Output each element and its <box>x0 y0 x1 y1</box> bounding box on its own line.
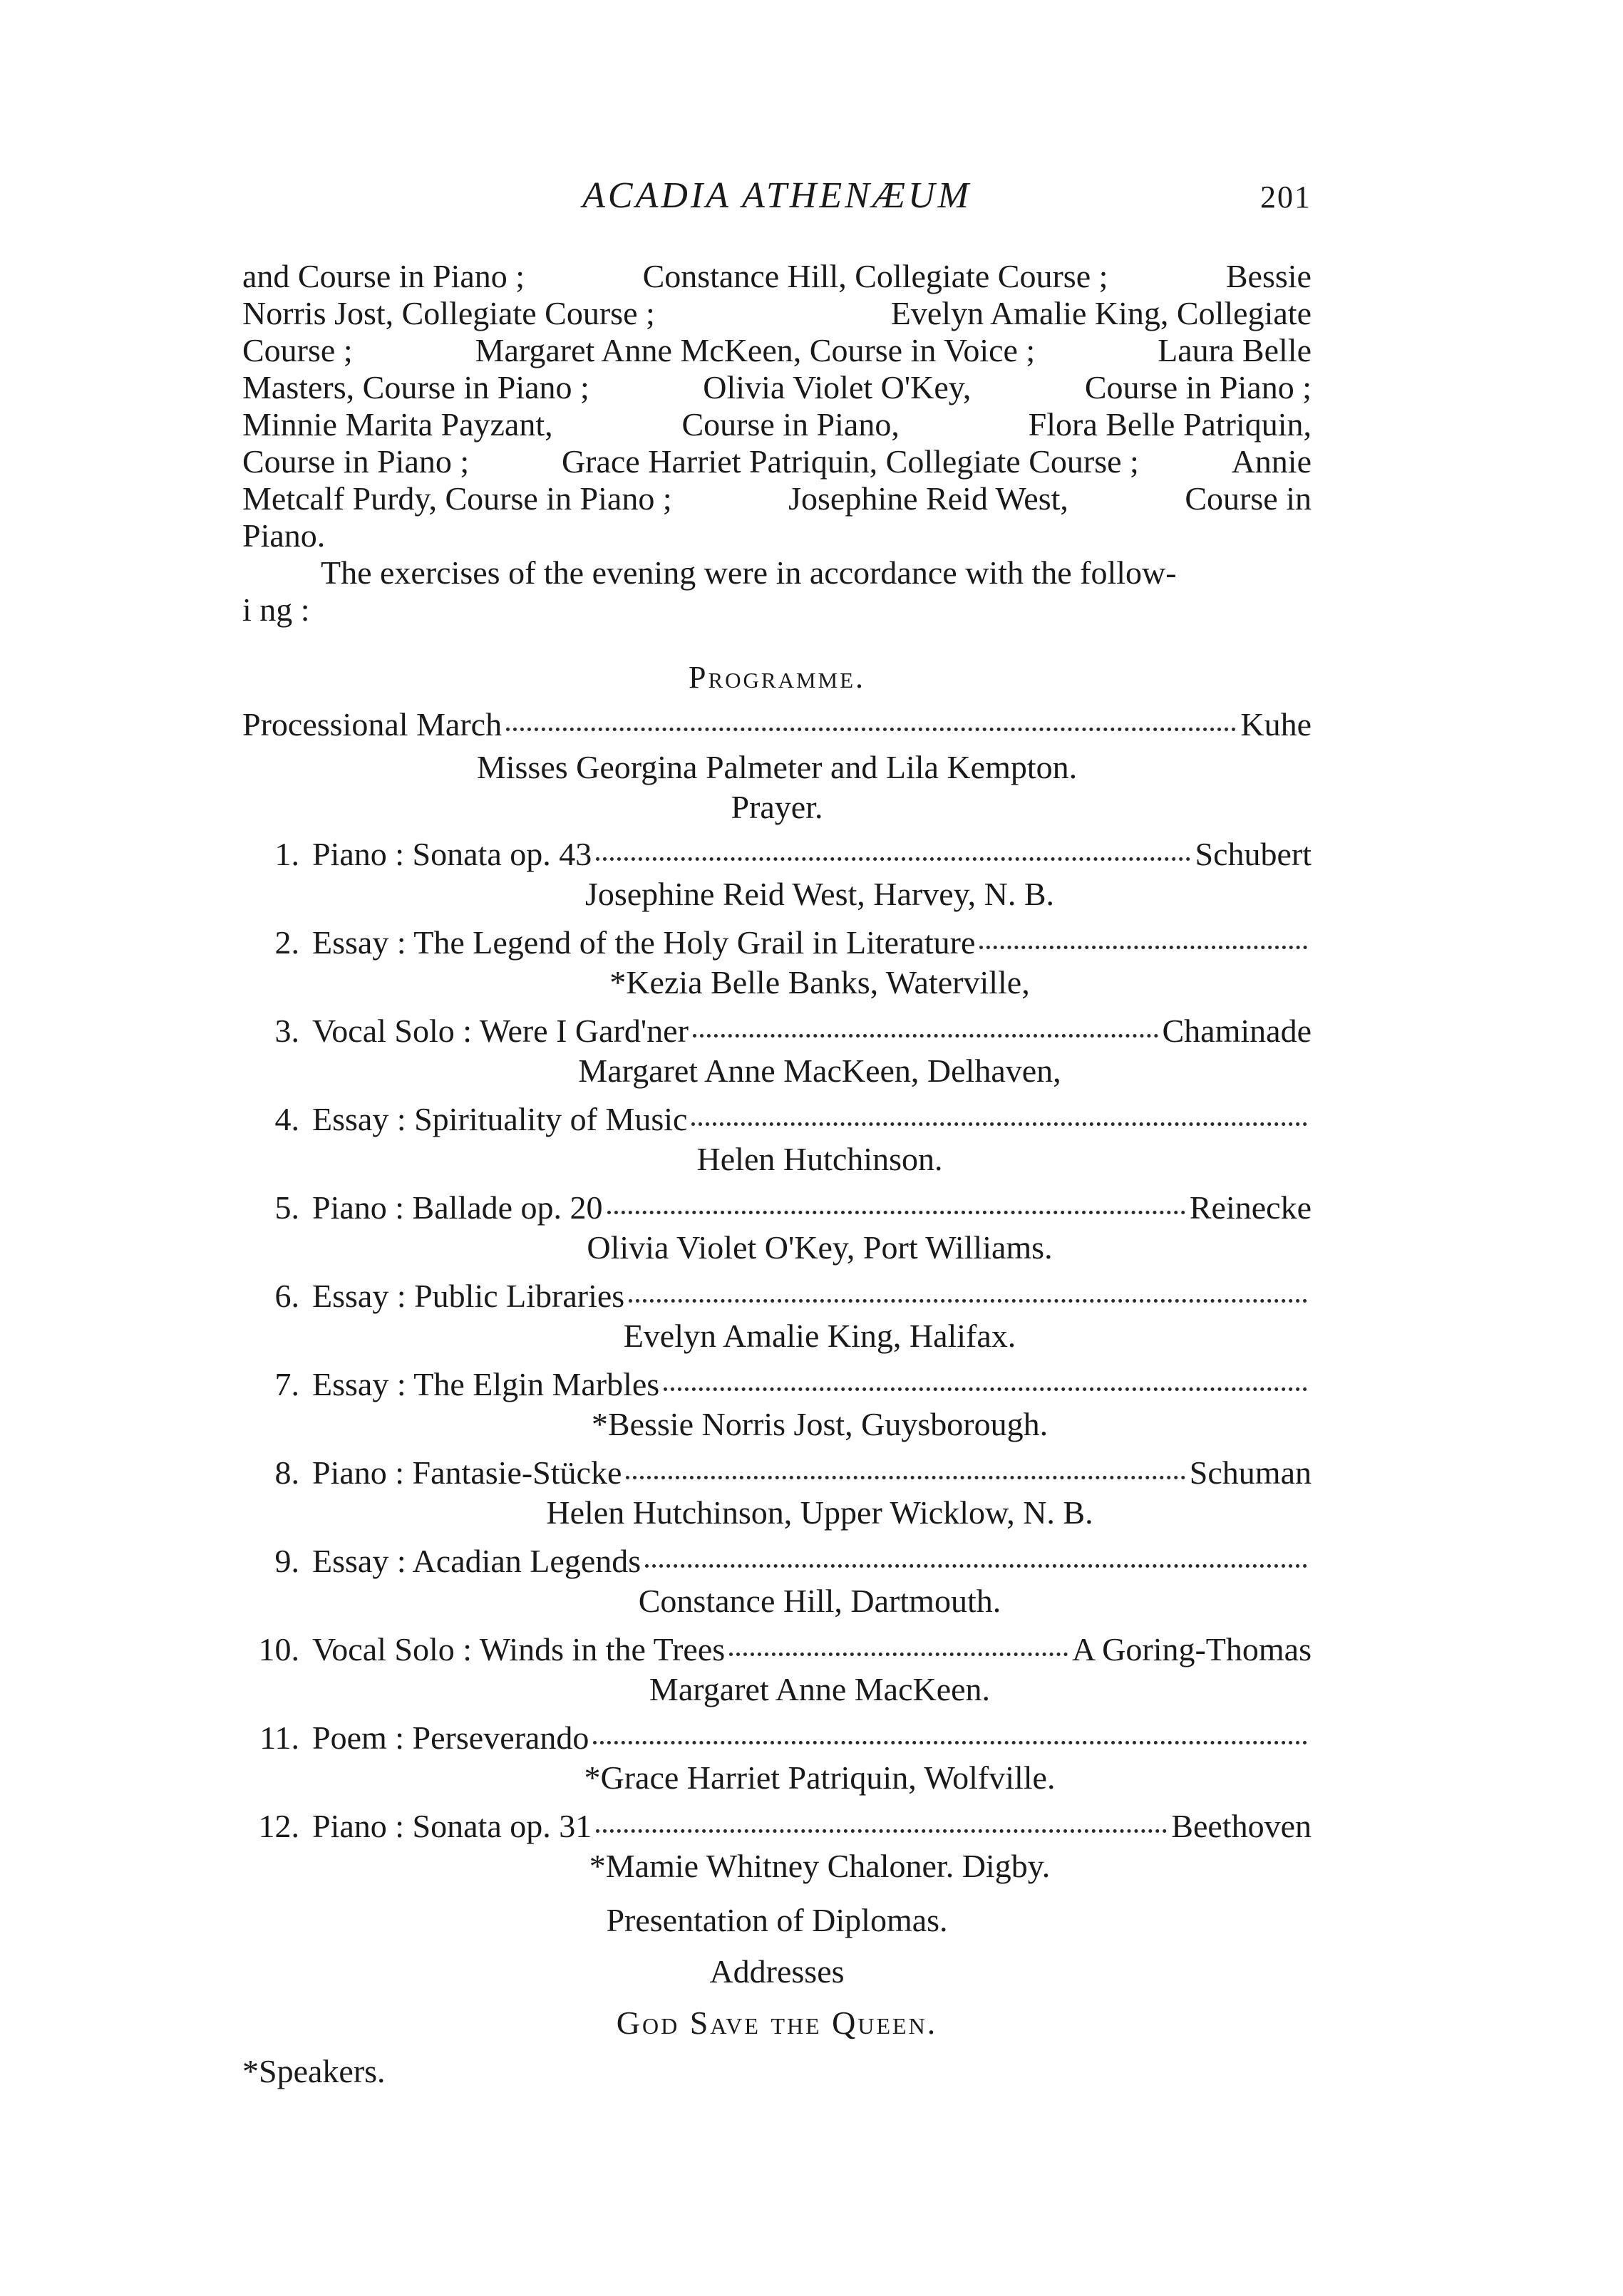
entry-performer: Constance Hill, Dartmouth. <box>638 1583 1001 1619</box>
entry-composer: A Goring-Thomas <box>1071 1631 1312 1667</box>
entry-label: Piano : Fantasie-Stücke <box>312 1454 622 1491</box>
paragraph-line: i ng : <box>242 591 310 628</box>
entry-label: Poem : Perseverando <box>312 1720 589 1756</box>
entry-composer: Schuman <box>1189 1454 1312 1491</box>
presentation-of-diplomas: Presentation of Diplomas. <box>606 1902 948 1938</box>
entry-performer: *Grace Harriet Patriquin, Wolfville. <box>584 1759 1056 1796</box>
paragraph-line: and Course in Piano ; Constance Hill, Collegiate Course ; Bessie <box>242 258 1312 294</box>
entry-composer: Chaminade <box>1162 1013 1312 1049</box>
paragraph-line: Norris Jost, Collegiate Course ; Evelyn Amalie King, Collegiate <box>242 295 1312 331</box>
entry-performer: Evelyn Amalie King, Halifax. <box>623 1318 1016 1354</box>
entry-performer: *Bessie Norris Jost, Guysborough. <box>591 1406 1048 1442</box>
paragraph-line: The exercises of the evening were in accordance with the follow- <box>321 554 1177 591</box>
paragraph-line: Course in Piano ; Grace Harriet Patriquin, Collegiate Course ; Annie <box>242 443 1312 480</box>
programme-entry: 3. Vocal Solo : Were I Gard'ner Chaminade <box>274 1013 1312 1049</box>
programme-entry: 8. Piano : Fantasie-Stücke Schuman <box>274 1454 1312 1491</box>
entry-performer: Margaret Anne MacKeen, Delhaven, <box>578 1053 1061 1089</box>
programme-heading: Programme. <box>688 660 866 695</box>
paragraph-line: Metcalf Purdy, Course in Piano ; Josephine Reid West, Course in <box>242 480 1312 517</box>
page-number: 201 <box>1260 180 1312 214</box>
running-title: ACADIA ATHENÆUM <box>582 175 972 216</box>
entry-label: Essay : Spirituality of Music <box>312 1101 688 1137</box>
programme-entry: 11. Poem : Perseverando <box>242 1719 1312 1762</box>
leader-dots <box>979 946 1307 949</box>
leader-dots <box>626 1476 1185 1479</box>
paragraph-line: Course ; Margaret Anne McKeen, Course in Voice ; Laura Belle <box>242 332 1312 368</box>
entry-label: Vocal Solo : Winds in the Trees <box>312 1631 726 1667</box>
leader-dots <box>506 728 1236 731</box>
programme-entry: 5. Piano : Ballade op. 20 Reinecke <box>274 1189 1312 1226</box>
leader-dots <box>645 1564 1307 1568</box>
leader-dots <box>729 1653 1068 1656</box>
graduates-paragraph <box>242 258 1312 629</box>
programme-entry: 10. Vocal Solo : Winds in the Trees A Goring-Thomas <box>258 1631 1312 1667</box>
leader-dots <box>693 1034 1158 1038</box>
entry-label: Essay : The Legend of the Holy Grail in Literature <box>312 924 976 961</box>
programme-entry: 4. Essay : Spirituality of Music <box>242 1100 1312 1143</box>
entry-composer: Schubert <box>1195 836 1312 872</box>
programme-entry: 7. Essay : The Elgin Marbles <box>242 1365 1312 1408</box>
leader-dots <box>593 1741 1307 1744</box>
prayer: Prayer. <box>731 789 823 825</box>
entry-label: Essay : The Elgin Marbles <box>312 1366 660 1402</box>
programme-entry: 1. Piano : Sonata op. 43 Schubert <box>274 836 1312 872</box>
entry-performer: Helen Hutchinson, Upper Wicklow, N. B. <box>546 1494 1093 1531</box>
paragraph-line: Piano. <box>242 517 326 554</box>
entry-composer: Reinecke <box>1189 1189 1312 1226</box>
programme-entry: 12. Piano : Sonata op. 31 Beethoven <box>258 1808 1312 1844</box>
leader-dots <box>664 1387 1307 1391</box>
entry-label: Processional March <box>242 706 503 743</box>
paragraph-line: Minnie Marita Payzant, Course in Piano, Flora Belle Patriquin, <box>242 406 1312 443</box>
entry-performer: *Kezia Belle Banks, Waterville, <box>609 964 1030 1000</box>
entry-performer: *Mamie Whitney Chaloner. Digby. <box>589 1848 1051 1884</box>
programme-entry: 2. Essay : The Legend of the Holy Grail in Literature <box>242 924 1312 966</box>
entry-performer: Josephine Reid West, Harvey, N. B. <box>584 876 1055 912</box>
god-save-the-queen: God Save the Queen. <box>616 2005 938 2041</box>
entry-label: Piano : Ballade op. 20 <box>312 1189 603 1226</box>
entry-label: Essay : Acadian Legends <box>312 1543 642 1579</box>
entry-performers: Misses Georgina Palmeter and Lila Kempton. <box>476 749 1078 785</box>
programme-entry-processional <box>242 705 1312 748</box>
leader-dots <box>629 1299 1307 1303</box>
programme-entry: 6. Essay : Public Libraries <box>242 1277 1312 1320</box>
paragraph-line: Masters, Course in Piano ; Olivia Violet O'Key, Course in Piano ; <box>242 369 1312 405</box>
footnote-speakers: *Speakers. <box>242 2053 386 2089</box>
page-header <box>242 175 1312 224</box>
entry-performer: Helen Hutchinson. <box>696 1141 943 1177</box>
addresses: Addresses <box>709 1953 845 1990</box>
entry-composer: Beethoven <box>1171 1808 1312 1844</box>
entry-label: Piano : Sonata op. 43 <box>312 836 592 872</box>
entry-label: Piano : Sonata op. 31 <box>312 1808 592 1844</box>
entry-label: Essay : Public Libraries <box>312 1278 625 1314</box>
leader-dots <box>607 1211 1185 1214</box>
entry-composer: Kuhe <box>1240 706 1312 743</box>
programme-entry: 9. Essay : Acadian Legends <box>242 1542 1312 1585</box>
leader-dots <box>691 1122 1307 1126</box>
leader-dots <box>596 857 1190 861</box>
leader-dots <box>596 1829 1167 1833</box>
entry-label: Vocal Solo : Were I Gard'ner <box>312 1013 689 1049</box>
entry-performer: Olivia Violet O'Key, Port Williams. <box>587 1229 1053 1266</box>
entry-performer: Margaret Anne MacKeen. <box>649 1671 991 1707</box>
